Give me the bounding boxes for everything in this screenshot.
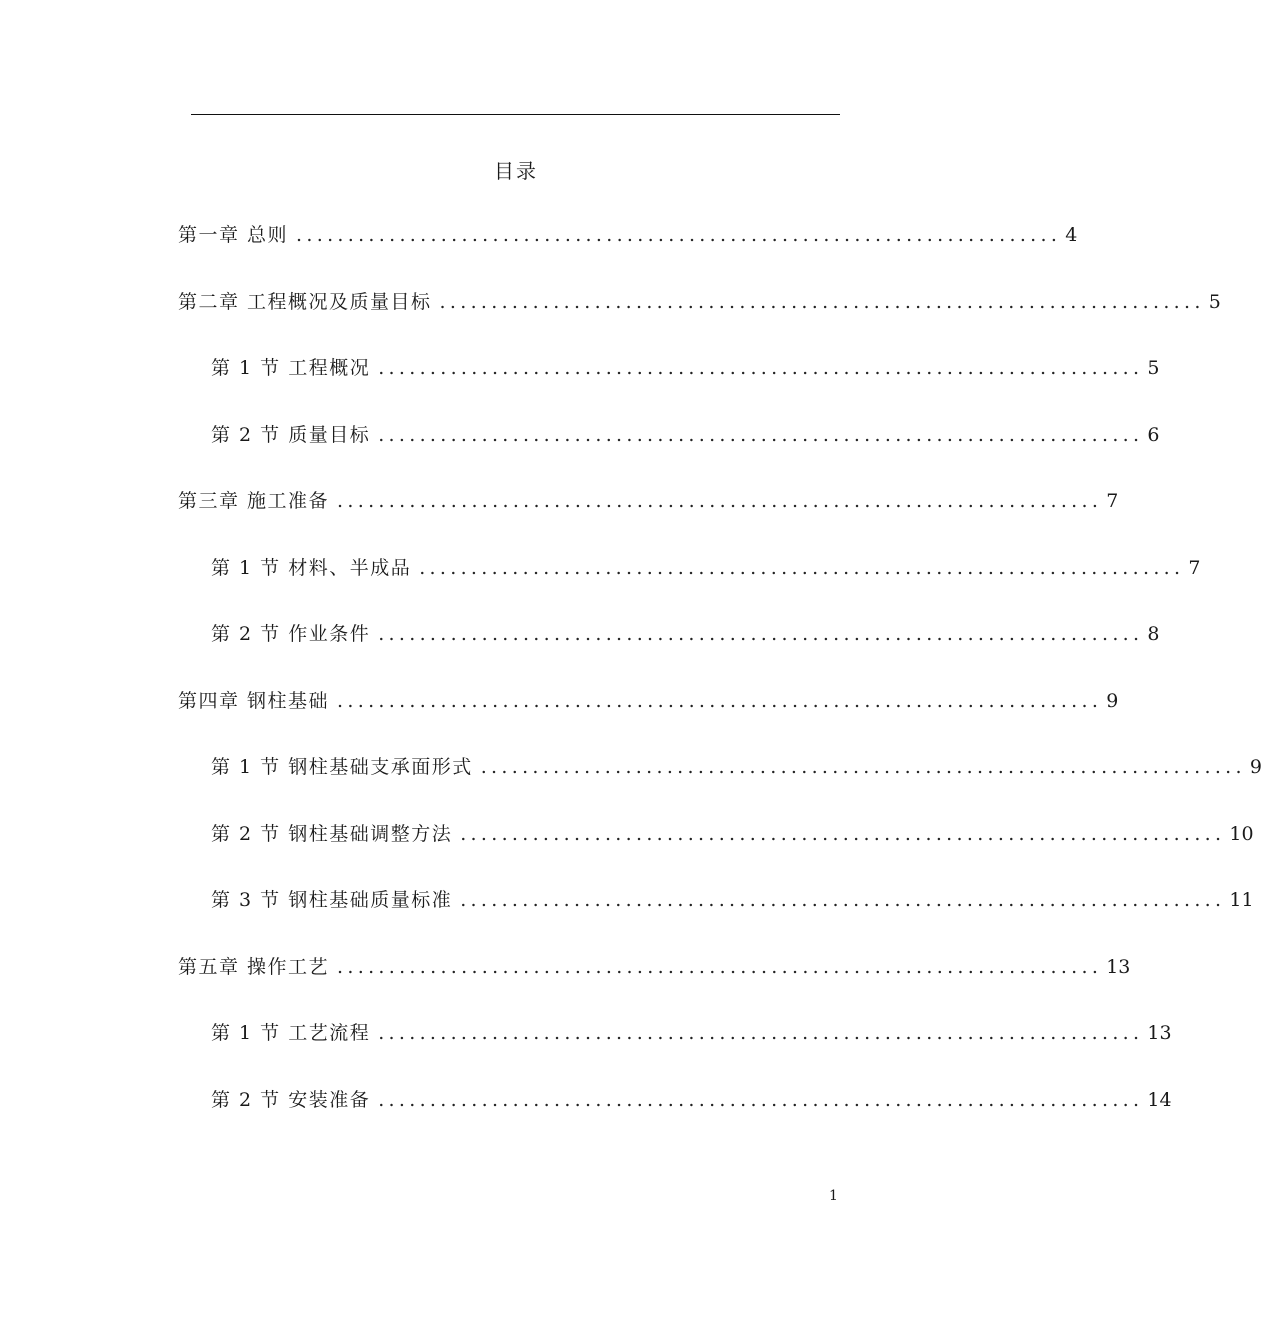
toc-entry[interactable] bbox=[178, 486, 1119, 520]
toc-entry-page: 4 bbox=[1065, 224, 1078, 246]
toc-entry[interactable] bbox=[211, 1085, 1172, 1119]
toc-entry-page: 13 bbox=[1106, 955, 1131, 978]
toc-leader-dots: .......................................................................... bbox=[460, 889, 1226, 911]
toc-entry-label: 第 2 节 作业条件 bbox=[211, 623, 371, 645]
toc-leader-dots: .......................................................................... bbox=[480, 756, 1246, 778]
page-number: 1 bbox=[829, 1188, 838, 1204]
toc-entry[interactable] bbox=[211, 420, 1160, 454]
toc-entry-page: 7 bbox=[1106, 490, 1119, 512]
toc-entry[interactable] bbox=[211, 553, 1201, 587]
toc-entry-page: 14 bbox=[1147, 1088, 1172, 1111]
toc-entry-page: 5 bbox=[1208, 290, 1221, 313]
toc-entry-label: 第 2 节 质量目标 bbox=[211, 423, 371, 446]
toc-title: 目录 bbox=[494, 159, 538, 183]
toc-entry[interactable] bbox=[211, 752, 1262, 786]
toc-entry[interactable] bbox=[178, 952, 1131, 986]
toc-entry-label: 第五章 操作工艺 bbox=[178, 955, 330, 978]
toc-entry-page: 11 bbox=[1229, 889, 1254, 911]
toc-entry-page: 9 bbox=[1106, 689, 1119, 712]
toc-entry-page: 10 bbox=[1229, 822, 1254, 845]
toc-leader-dots: .......................................................................... bbox=[378, 357, 1144, 379]
toc-entry[interactable] bbox=[211, 885, 1254, 919]
toc-leader-dots: .......................................................................... bbox=[460, 822, 1226, 845]
toc-leader-dots: .......................................................................... bbox=[378, 623, 1144, 645]
toc-leader-dots: .......................................................................... bbox=[337, 955, 1103, 978]
toc-entry[interactable] bbox=[211, 819, 1254, 853]
toc-entry[interactable] bbox=[211, 1018, 1172, 1052]
toc-entry[interactable] bbox=[178, 686, 1119, 720]
toc-entry-label: 第一章 总则 bbox=[178, 224, 289, 246]
toc-entry-label: 第 1 节 材料、半成品 bbox=[211, 556, 412, 579]
toc-leader-dots: .......................................................................... bbox=[296, 224, 1062, 246]
toc-leader-dots: .......................................................................... bbox=[378, 1088, 1144, 1111]
toc-entry[interactable] bbox=[211, 619, 1160, 653]
toc-entry-label: 第二章 工程概况及质量目标 bbox=[178, 290, 432, 313]
toc-entry[interactable] bbox=[178, 287, 1221, 321]
toc-leader-dots: .......................................................................... bbox=[439, 290, 1205, 313]
toc-entry-page: 6 bbox=[1147, 423, 1160, 446]
toc-entry-label: 第 2 节 钢柱基础调整方法 bbox=[211, 822, 453, 845]
header-rule bbox=[191, 114, 840, 115]
toc-entry-label: 第 2 节 安装准备 bbox=[211, 1088, 371, 1111]
toc-entry-label: 第 3 节 钢柱基础质量标准 bbox=[211, 889, 453, 911]
toc-entry-page: 8 bbox=[1147, 623, 1160, 645]
toc-leader-dots: .......................................................................... bbox=[337, 689, 1103, 712]
toc-entry-label: 第 1 节 钢柱基础支承面形式 bbox=[211, 756, 473, 778]
toc-entry[interactable] bbox=[178, 220, 1078, 254]
toc-entry-page: 13 bbox=[1147, 1022, 1172, 1044]
toc-entry-label: 第三章 施工准备 bbox=[178, 490, 330, 512]
toc-leader-dots: .......................................................................... bbox=[337, 490, 1103, 512]
toc-leader-dots: .......................................................................... bbox=[378, 423, 1144, 446]
toc-entry[interactable] bbox=[211, 353, 1160, 387]
toc-leader-dots: .......................................................................... bbox=[378, 1022, 1144, 1044]
toc-leader-dots: .......................................................................... bbox=[419, 556, 1185, 579]
toc-entry-page: 5 bbox=[1147, 357, 1160, 379]
toc-entry-label: 第 1 节 工艺流程 bbox=[211, 1022, 371, 1044]
toc-entry-page: 7 bbox=[1188, 556, 1201, 579]
toc-entry-label: 第四章 钢柱基础 bbox=[178, 689, 330, 712]
toc-entry-label: 第 1 节 工程概况 bbox=[211, 357, 371, 379]
toc-entry-page: 9 bbox=[1249, 756, 1262, 778]
